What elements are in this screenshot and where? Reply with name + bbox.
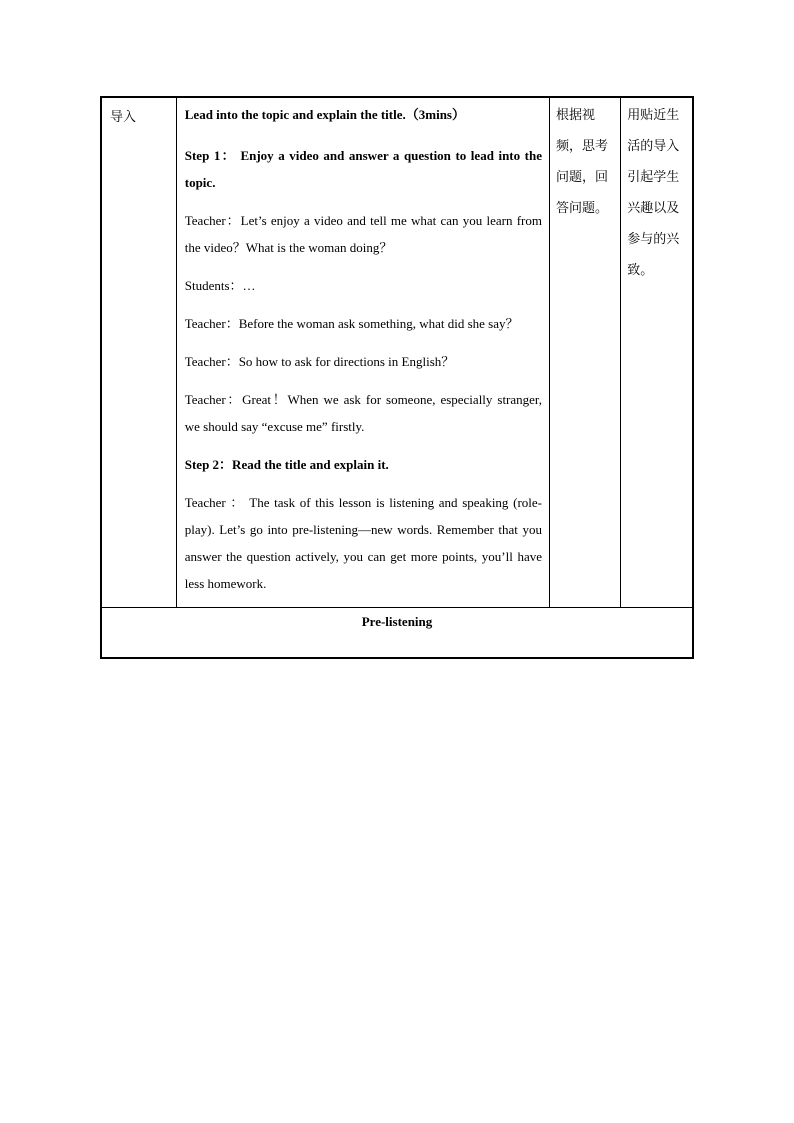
step2-heading: Step 2：Read the title and explain it. — [184, 457, 389, 472]
teaching-process-cell — [176, 97, 549, 608]
intro-text: Lead into the topic and explain the title.（3mins） — [184, 107, 465, 122]
students-line: Students：… — [184, 278, 256, 293]
step1-heading: Step 1： Enjoy a video and answer a question to lead into the topic. — [184, 148, 542, 190]
pre-listening-heading: Pre-listening — [101, 608, 693, 659]
teacher-line-5: Teacher ： The task of this lesson is listening and speaking (role-play). Let’s go into pre-listening—new words. Remember that you answer the question actively, you can get more points, you’ll have less homework. — [184, 495, 542, 591]
stage-label: 导入 — [101, 97, 176, 608]
teacher-line-2: Teacher：Before the woman ask something, what did she say？ — [184, 316, 519, 331]
design-intent-cell: 用贴近生活的导入引起学生兴趣以及参与的兴致。 — [621, 97, 693, 608]
teacher-line-3: Teacher：So how to ask for directions in English？ — [184, 354, 455, 369]
student-activity-cell: 根据视频，思考问题，回答问题。 — [550, 97, 621, 608]
lead-in-row — [101, 97, 693, 608]
teacher-line-1: Teacher：Let’s enjoy a video and tell me what can you learn from the video？What is the woman doing？ — [184, 213, 542, 255]
lesson-plan-table — [100, 96, 694, 659]
pre-listening-row — [101, 608, 693, 659]
teacher-line-4: Teacher：Great！When we ask for someone, especially stranger, we should say “excuse me” firstly. — [184, 392, 542, 434]
